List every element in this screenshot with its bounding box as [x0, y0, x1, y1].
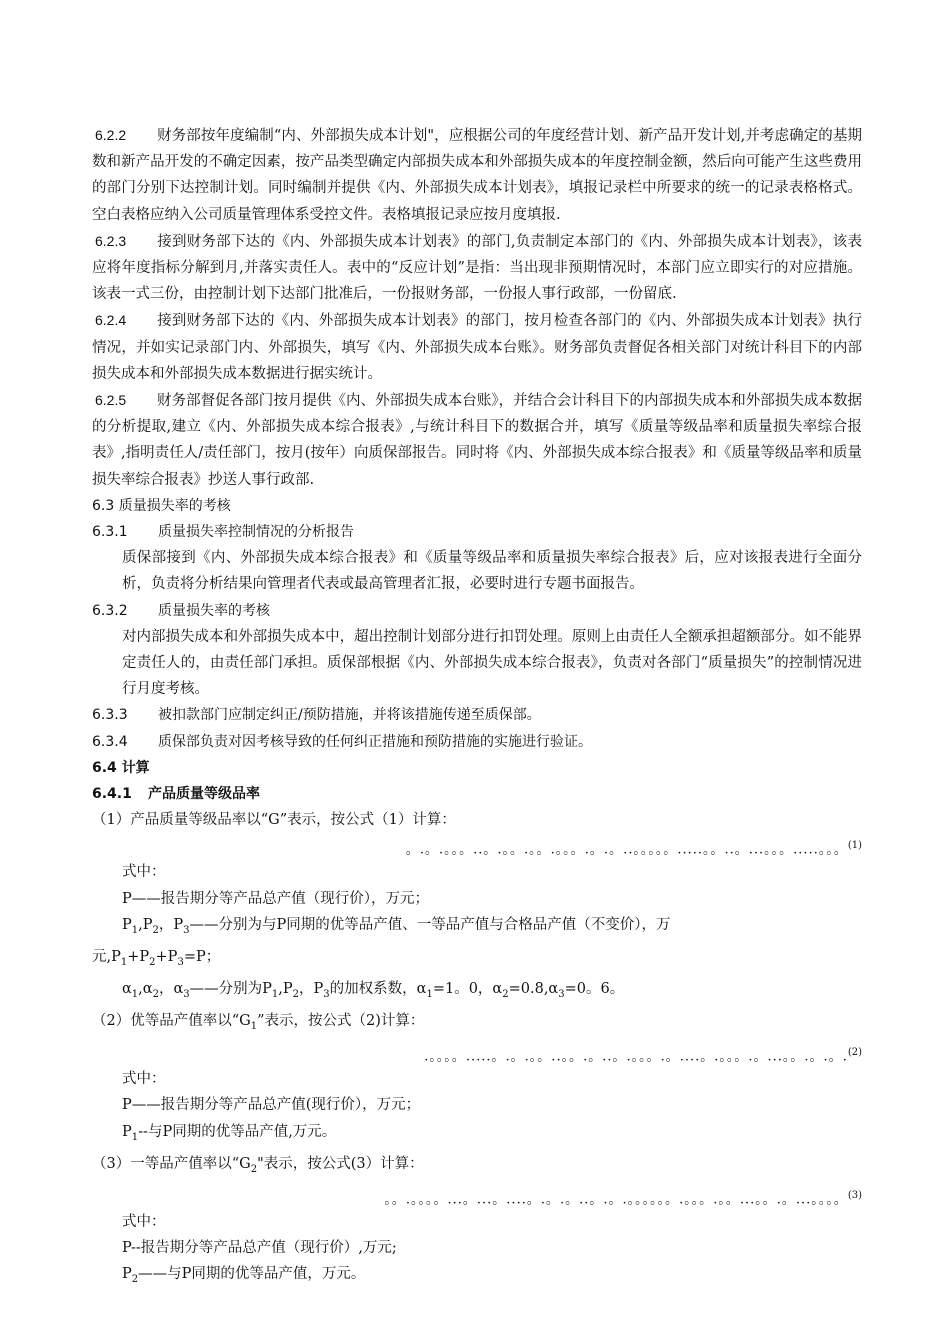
heading-title: 计算 [121, 759, 150, 776]
text-run: --与P同期的优等品产值,万元。 [138, 1123, 337, 1140]
paragraph-text: 财务部按年度编制“内、外部损失成本计划"，应根据公司的年度经营计划、新产品开发计划,并考虑确定的基期数和新产品开发的不确定因素，按产品类型确定内部损失成本和外部损失成本的年度控制金额，然后向可能产生这些费用的部门分别下达控制计划。同时编制并提供《内、外部损失成本计划表》，填报记录栏中所要求的统一的记录表格格式。空白表格应纳入公司质量管理体系受控文件。表格填报记录应按月度填报. [92, 128, 862, 223]
subscript: 2 [502, 988, 509, 1000]
subscript: 2 [131, 1274, 139, 1286]
text-run: +P [155, 948, 178, 965]
formula-3-placeholder [92, 1183, 862, 1209]
section-6-2-2 [92, 122, 862, 228]
section-number: 6.3.2 [92, 602, 128, 619]
text-run: P [122, 916, 132, 933]
text-run: ,P [278, 981, 293, 998]
formula-2-intro [92, 1008, 862, 1040]
subscript: 1 [250, 1021, 258, 1033]
paragraph-text: 接到财务部下达的《内、外部损失成本计划表》的部门,负责制定本部门的《内、外部损失成本计划表》，该表应将年度指标分解到月,并落实责任人。表中的“反应计划”是指：当出现非预期情况时，本部门应立即实行的对应措施。该表一式三份，由控制计划下达部门批准后，一份报财务部，一份报人事行政部，一份留底. [92, 233, 862, 303]
heading-6-3-2 [92, 598, 862, 624]
equation-number: (1) [847, 840, 862, 852]
section-number: 6.2.3 [95, 232, 127, 249]
text-run: （3）一等品产值率以“G [92, 1155, 251, 1172]
subscript: 1 [131, 1131, 139, 1143]
text-run: =0.8,α [508, 981, 559, 998]
text-run: ,α [138, 981, 153, 998]
subscript: 3 [177, 956, 184, 968]
paragraph-6-3-2: 对内部损失成本和外部损失成本中，超出控制计划部分进行扣罚处理。原则上由责任人全额承担超额部分。如不能界定责任人的，由责任部门承担。质保部根据《内、外部损失成本综合报表》，负责对各部门“质量损失”的控制情况进行月度考核。 [122, 628, 862, 698]
paragraph-text: 质保部负责对因考核导致的任何纠正措施和预防措施的实施进行验证。 [158, 733, 592, 750]
section-number: 6.3.1 [92, 524, 128, 541]
formula-dots: .。。。。.....。.。.。。..。。.。..。.。。。.。....。.。。。.。...。。.。.。. [424, 1049, 848, 1065]
formula-1-p123-definition [92, 912, 862, 944]
formula-1-intro: （1）产品质量等级品率以“G”表示，按公式（1）计算： [92, 812, 456, 829]
text-run: ，P [158, 916, 184, 933]
text-run: ——与P同期的优等品产值，万元。 [138, 1266, 366, 1283]
section-number: 6.2.4 [95, 312, 127, 329]
formula-1-placeholder [92, 833, 862, 859]
subscript: 1 [131, 988, 139, 1000]
subscript: 3 [323, 988, 330, 1000]
subscript: 3 [558, 988, 565, 1000]
subscript: 1 [271, 988, 279, 1000]
text-run: α [122, 981, 132, 998]
document-page [92, 122, 862, 1293]
formula-3-p2-definition [92, 1261, 862, 1293]
text-run: ，α [158, 981, 184, 998]
section-6-2-4 [92, 307, 862, 387]
section-6-3-3 [92, 702, 862, 728]
equation-number: (3) [847, 1189, 862, 1201]
subscript: 2 [152, 924, 159, 936]
formula-3-where: 式中： [122, 1213, 166, 1230]
subscript: 2 [292, 988, 300, 1000]
paragraph-text: 接到财务部下达的《内、外部损失成本计划表》的部门，按月检查各部门的《内、外部损失成本计划表》执行情况，并如实记录部门内、外部损失，填写《内、外部损失成本台账》。财务部负责督促各相关部门对统计科目下的内部损失成本和外部损失成本数据进行据实统计。 [92, 313, 862, 382]
subscript: 2 [250, 1163, 258, 1175]
section-6-2-5 [92, 387, 862, 493]
subscript: 1 [426, 988, 433, 1000]
heading-6-4 [92, 755, 862, 781]
text-run: =1。0，α [432, 981, 503, 998]
subscript: 3 [183, 924, 190, 936]
subscript: 1 [131, 924, 139, 936]
section-number: 6.4.1 [92, 786, 132, 803]
formula-2-p1-definition [92, 1119, 862, 1151]
heading-6-4-1 [92, 781, 862, 807]
text-run: +P [127, 948, 150, 965]
section-number: 6.3 [92, 497, 115, 514]
heading-title: 质量损失率的考核 [158, 602, 270, 619]
text-run: ”表示，按公式（2)计算： [257, 1013, 425, 1030]
formula-1-sum [92, 944, 862, 976]
text-run: ,P [138, 916, 153, 933]
formula-1-p-definition: P——报告期分等产品总产值（现行价），万元； [122, 890, 430, 907]
text-run: ——分别为与P同期的优等品产值、一等品产值与合格品产值（不变价），万 [189, 916, 671, 933]
subscript: 2 [152, 988, 159, 1000]
formula-3-intro [92, 1151, 862, 1183]
text-run: （2）优等品产值率以“G [92, 1013, 251, 1030]
section-number: 6.2.5 [95, 392, 127, 409]
text-run: ，P [299, 981, 324, 998]
equation-number: (2) [847, 1047, 862, 1059]
formula-1-alpha-definition [92, 976, 862, 1008]
section-6-3-4 [92, 729, 862, 755]
text-run: P [122, 1266, 132, 1283]
text-run: =P； [183, 948, 221, 965]
subscript: 1 [120, 956, 128, 968]
text-run: "表示，按公式(3）计算： [257, 1155, 424, 1172]
formula-2-placeholder [92, 1040, 862, 1066]
section-number: 6.3.4 [92, 733, 128, 750]
formula-2-where: 式中： [122, 1071, 166, 1088]
formula-dots: 。。.。。。。...。...。....。.。.。..。.。.。。。。。。.。。。.。。...。。.。...。。。。 [384, 1192, 848, 1208]
formula-dots: 。.。.。。。..。.。。.。。.。。。.。.。..。。。。。.....。。..。...。。。.....。。。 [405, 842, 848, 858]
subscript: 2 [149, 956, 156, 968]
formula-1-where: 式中： [122, 864, 166, 881]
text-run: 的加权系数，α [329, 981, 427, 998]
subscript: 3 [183, 988, 190, 1000]
paragraph-text: 被扣款部门应制定纠正/预防措施，并将该措施传递至质保部。 [158, 707, 541, 724]
text-run: 元,P [92, 948, 121, 965]
section-number: 6.4 [92, 759, 117, 776]
text-run: =0。6。 [564, 981, 625, 998]
section-6-2-3 [92, 228, 862, 308]
text-run: P [122, 1123, 132, 1140]
heading-title: 质量损失率的考核 [118, 497, 231, 514]
paragraph-text: 财务部督促各部门按月提供《内、外部损失成本台账》，并结合会计科目下的内部损失成本和外部损失成本数据的分析提取,建立《内、外部损失成本综合报表》,与统计科目下的数据合并，填写《质量等级品率和质量损失率综合报表》,指明责任人/责任部门，按月(按年）向质保部报告。同时将《内、外部损失成本综合报表》和《质量等级品率和质量损失率综合报表》抄送人事行政部. [92, 393, 862, 488]
section-number: 6.3.3 [92, 707, 128, 724]
paragraph-6-3-1: 质保部接到《内、外部损失成本综合报表》和《质量等级品率和质量损失率综合报表》后，应对该报表进行全面分析，负责将分析结果向管理者代表或最高管理者汇报，必要时进行专题书面报告。 [122, 550, 862, 593]
formula-2-p-definition: P——报告期分等产品总产值(现行价），万元； [122, 1097, 421, 1114]
heading-title: 质量损失率控制情况的分析报告 [158, 524, 354, 541]
formula-3-p-definition: P--报告期分等产品总产值（现行价）,万元; [122, 1240, 397, 1257]
heading-6-3-1 [92, 519, 862, 545]
heading-title: 产品质量等级品率 [148, 786, 260, 803]
section-number: 6.2.2 [95, 127, 127, 143]
text-run: ——分别为P [189, 981, 272, 998]
heading-6-3 [92, 493, 862, 519]
